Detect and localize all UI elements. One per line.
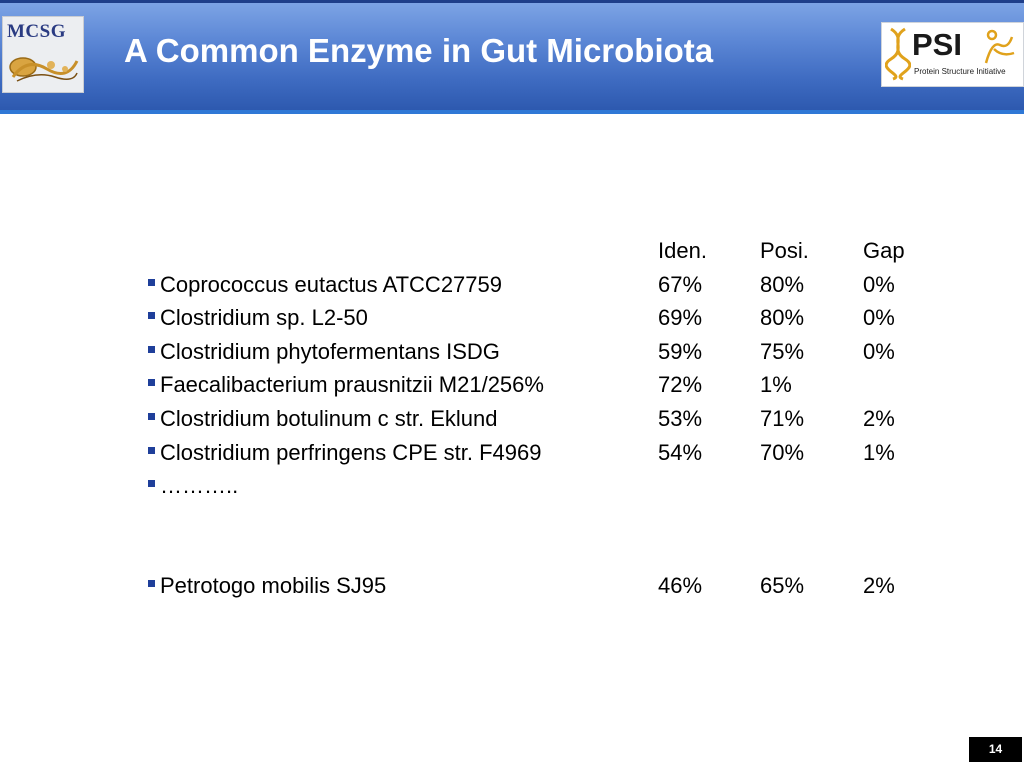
organism-name: Clostridium perfringens CPE str. F4969 — [160, 439, 542, 465]
organism-name: Coprococcus eutactus ATCC27759 — [160, 271, 502, 297]
iden-value: 69% — [658, 305, 703, 331]
iden-value: 59% — [658, 338, 703, 364]
posi-value: 80% — [760, 271, 805, 297]
posi-value: 65% — [760, 572, 805, 598]
bullet-icon — [148, 279, 155, 286]
header-gap: Gap — [863, 238, 905, 263]
bullet-icon — [148, 447, 155, 454]
bullet-icon — [148, 379, 155, 386]
bullet-icon — [148, 312, 155, 319]
mcsg-logo-text: MCSG — [7, 21, 66, 42]
iden-value: 54% — [658, 439, 703, 465]
bullet-icon — [148, 580, 155, 587]
psi-logo-text: PSI — [912, 27, 962, 62]
header-posi: Posi. — [760, 238, 809, 263]
gap-value: 1% — [863, 439, 895, 465]
organism-name: Faecalibacterium prausnitzii M21/256% — [160, 372, 544, 398]
slide-header — [0, 0, 1024, 112]
mcsg-molecule-icon — [7, 47, 79, 87]
slide-title: A Common Enzyme in Gut Microbiota — [124, 32, 714, 69]
organism-name: Clostridium sp. L2-50 — [160, 305, 368, 331]
protein-figure-icon — [978, 27, 1018, 67]
iden-value: 53% — [658, 405, 703, 431]
posi-value: 71% — [760, 405, 805, 431]
psi-logo — [881, 22, 1024, 87]
psi-logo-subtitle: Protein Structure Initiative — [914, 67, 1006, 76]
organism-name: Clostridium botulinum c str. Eklund — [160, 405, 498, 431]
gap-value: 0% — [863, 271, 895, 297]
posi-value: 70% — [760, 439, 805, 465]
gap-value: 2% — [863, 572, 895, 598]
header-iden: Iden. — [658, 238, 707, 263]
bullet-icon — [148, 480, 155, 487]
dna-helix-icon — [885, 27, 911, 81]
iden-value: 67% — [658, 271, 703, 297]
header-top-rule — [0, 0, 1024, 3]
posi-value: 1% — [760, 372, 792, 398]
gap-value: 2% — [863, 405, 895, 431]
gap-value: 0% — [863, 338, 895, 364]
iden-value: 46% — [658, 572, 703, 598]
organism-name: Clostridium phytofermentans ISDG — [160, 338, 500, 364]
bullet-icon — [148, 346, 155, 353]
posi-value: 75% — [760, 338, 805, 364]
page-number: 14 — [969, 737, 1022, 762]
posi-value: 80% — [760, 305, 805, 331]
mcsg-logo — [2, 16, 84, 93]
gap-value: 0% — [863, 305, 895, 331]
organism-name: Petrotogo mobilis SJ95 — [160, 572, 387, 598]
organism-name: ……….. — [160, 473, 239, 499]
bullet-icon — [148, 413, 155, 420]
header-bottom-rule — [0, 110, 1024, 114]
iden-value: 72% — [658, 372, 703, 398]
